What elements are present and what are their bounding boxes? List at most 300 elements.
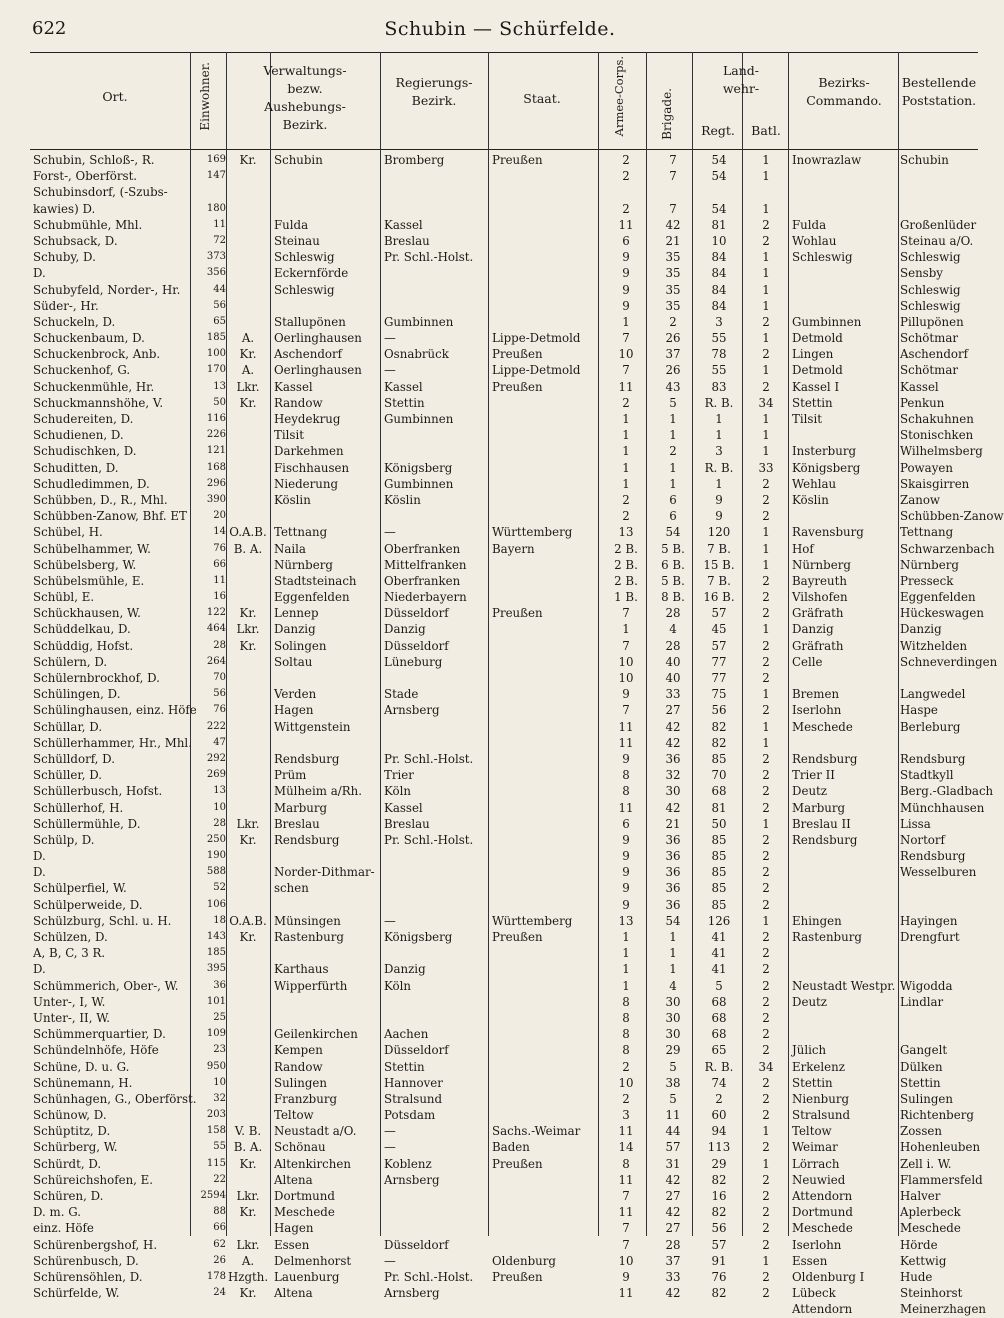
cell-ort: Schülzen, D. — [33, 930, 108, 944]
cell-ort: Schürdt, D. — [33, 1156, 102, 1171]
cell-ort: Schülp, D. — [33, 832, 95, 847]
cell-landwehr-batl: 2 — [762, 1172, 770, 1187]
cell-regierungs-bezirk: Danzig — [384, 622, 426, 637]
cell-armee-corps: 9 — [622, 250, 630, 265]
table-row — [30, 864, 978, 880]
cell-bezirk-typ: Lkr. — [236, 1189, 260, 1203]
table-row — [30, 298, 978, 314]
cell-einwohner: 121 — [206, 445, 226, 457]
cell-poststation: Halver — [900, 1189, 941, 1203]
cell-staat: Preußen — [492, 379, 543, 394]
table-row — [30, 1059, 978, 1075]
cell-ort: Schuckenbaum, D. — [33, 331, 145, 346]
cell-landwehr-regt: 1 — [715, 428, 723, 443]
cell-ort: Schübelhammer, W. — [33, 541, 151, 556]
cell-bezirk-typ: Lkr. — [236, 379, 260, 394]
cell-brigade: 1 — [669, 476, 677, 491]
table-row — [30, 783, 994, 799]
cell-landwehr-regt: 120 — [707, 525, 731, 540]
cell-landwehr-regt: 57 — [711, 606, 727, 621]
cell-poststation: Schwarzenbach — [900, 541, 995, 556]
cell-brigade: 5 — [669, 1091, 677, 1106]
cell-bezirks-commando: Insterburg — [792, 444, 857, 459]
cell-bezirks-commando: Dortmund — [792, 1205, 853, 1220]
cell-landwehr-batl: 1 — [762, 913, 770, 928]
cell-ort: Schübelsberg, W. — [33, 557, 137, 572]
cell-bezirk-typ: Kr. — [239, 347, 257, 362]
cell-landwehr-batl: 1 — [762, 250, 770, 265]
table-row — [30, 427, 978, 443]
cell-einwohner: 14 — [213, 526, 226, 538]
cell-armee-corps: 8 — [622, 1027, 630, 1042]
cell-armee-corps: 11 — [618, 735, 634, 750]
cell-landwehr-regt: 57 — [711, 638, 727, 653]
cell-verwaltungs-bezirk: Tettnang — [274, 525, 328, 540]
cell-ort: Schülperweide, D. — [33, 897, 143, 912]
cell-bezirk-typ: Kr. — [239, 1205, 257, 1220]
cell-ort: Schüddelkau, D. — [33, 622, 131, 637]
cell-landwehr-regt: 7 B. — [707, 573, 731, 588]
cell-landwehr-regt: 3 — [715, 444, 723, 459]
cell-regierungs-bezirk: Niederbayern — [384, 590, 467, 605]
cell-armee-corps: 2 — [622, 395, 630, 410]
cell-armee-corps: 10 — [618, 671, 634, 685]
cell-regierungs-bezirk: Stettin — [384, 395, 425, 410]
cell-einwohner: 2594 — [200, 1190, 226, 1201]
cell-armee-corps: 10 — [618, 1253, 634, 1268]
cell-brigade: 42 — [665, 1205, 681, 1220]
cell-landwehr-batl: 2 — [762, 671, 770, 685]
cell-einwohner: 65 — [213, 315, 226, 327]
cell-verwaltungs-bezirk: Lauenburg — [274, 1269, 340, 1284]
cell-armee-corps: 8 — [622, 1156, 630, 1171]
cell-landwehr-regt: 82 — [711, 1205, 727, 1220]
cell-poststation: Zell i. W. — [900, 1156, 952, 1171]
cell-einwohner: 169 — [206, 154, 226, 165]
cell-staat: Lippe-Detmold — [492, 331, 581, 346]
cell-landwehr-regt: 68 — [711, 994, 727, 1009]
cell-verwaltungs-bezirk: Naila — [274, 541, 306, 556]
cell-verwaltungs-bezirk: Oerlinghausen — [274, 363, 362, 378]
cell-poststation: Dülken — [900, 1059, 943, 1074]
table-row — [30, 686, 978, 702]
cell-einwohner: 158 — [206, 1125, 226, 1137]
cell-einwohner: 226 — [206, 429, 226, 441]
cell-poststation: Presseck — [900, 573, 954, 588]
cell-bezirks-commando: Lübeck — [792, 1286, 836, 1301]
cell-landwehr-regt: 41 — [711, 946, 727, 961]
table-row — [30, 249, 978, 265]
cell-ort: Schuckenbrock, Anb. — [33, 347, 161, 362]
cell-landwehr-regt: 75 — [711, 687, 727, 702]
cell-brigade: 36 — [665, 832, 681, 847]
cell-landwehr-regt: 57 — [711, 1237, 727, 1252]
cell-verwaltungs-bezirk: Geilenkirchen — [274, 1027, 358, 1042]
cell-poststation: Hude — [900, 1269, 933, 1284]
cell-landwehr-regt: 50 — [711, 816, 727, 831]
cell-armee-corps: 2 — [622, 1091, 630, 1106]
cell-armee-corps: 2 — [622, 169, 630, 184]
cell-landwehr-batl: 2 — [762, 946, 770, 961]
cell-verwaltungs-bezirk: Essen — [274, 1237, 310, 1252]
cell-landwehr-batl: 2 — [762, 1140, 770, 1155]
cell-ort: Schünemann, H. — [33, 1075, 133, 1090]
cell-einwohner: 464 — [206, 623, 226, 635]
cell-poststation: Powayen — [900, 460, 953, 475]
cell-poststation: Schubin — [900, 153, 949, 167]
cell-armee-corps: 1 — [622, 460, 630, 475]
cell-bezirks-commando: Nienburg — [792, 1091, 850, 1106]
cell-landwehr-batl: 2 — [762, 379, 770, 394]
cell-brigade: 32 — [665, 768, 681, 783]
cell-poststation: Hayingen — [900, 913, 958, 928]
cell-armee-corps: 1 — [622, 476, 630, 491]
cell-poststation: Steinhorst — [900, 1286, 963, 1301]
cell-armee-corps: 8 — [622, 994, 630, 1009]
cell-bezirks-commando: Weimar — [792, 1140, 838, 1155]
cell-landwehr-batl: 2 — [762, 509, 770, 524]
cell-brigade: 30 — [665, 784, 681, 799]
cell-poststation: Meschede — [900, 1221, 961, 1236]
table-body — [30, 152, 1004, 1318]
cell-armee-corps: 2 B. — [614, 573, 638, 588]
cell-regierungs-bezirk: Königsberg — [384, 460, 453, 475]
cell-armee-corps: 1 — [622, 962, 630, 977]
cell-ort: Schubsack, D. — [33, 233, 118, 248]
cell-landwehr-batl: 2 — [762, 978, 770, 993]
cell-armee-corps: 10 — [618, 654, 634, 669]
cell-landwehr-batl: 1 — [762, 735, 770, 750]
table-row — [30, 589, 978, 605]
cell-regierungs-bezirk: Arnsberg — [384, 703, 440, 718]
cell-landwehr-batl: 2 — [762, 573, 770, 588]
cell-brigade: 40 — [665, 654, 681, 669]
cell-verwaltungs-bezirk: Meschede — [274, 1205, 335, 1220]
table-row — [30, 670, 978, 686]
cell-verwaltungs-bezirk: Aschendorf — [274, 347, 343, 362]
cell-armee-corps: 1 — [622, 946, 630, 961]
cell-landwehr-regt: 65 — [711, 1043, 727, 1058]
cell-staat: Preußen — [492, 606, 543, 621]
cell-ort: Schülernbrockhof, D. — [33, 671, 160, 685]
cell-landwehr-regt: 9 — [715, 492, 723, 507]
table-row — [30, 978, 978, 994]
cell-landwehr-regt: 81 — [711, 217, 727, 232]
cell-landwehr-regt: 5 — [715, 978, 723, 993]
cell-bezirks-commando: Iserlohn — [792, 703, 842, 718]
cell-einwohner: 66 — [213, 558, 226, 570]
cell-poststation: Pillupönen — [900, 314, 964, 329]
table-row — [30, 411, 978, 427]
cell-armee-corps: 11 — [618, 1172, 634, 1187]
cell-einwohner: 390 — [206, 493, 226, 505]
cell-armee-corps: 2 B. — [614, 541, 638, 556]
cell-verwaltungs-bezirk: Sulingen — [274, 1075, 327, 1090]
cell-landwehr-regt: 70 — [711, 768, 727, 783]
cell-bezirks-commando: Bayreuth — [792, 573, 847, 588]
cell-regierungs-bezirk: Breslau — [384, 816, 430, 831]
table-row — [30, 1237, 978, 1253]
page-number: 622 — [32, 18, 67, 39]
cell-brigade: 38 — [665, 1075, 681, 1090]
cell-brigade: 1 — [669, 428, 677, 443]
table-row — [30, 508, 1004, 524]
cell-ort: Schüllerhof, H. — [33, 800, 124, 815]
cell-bezirk-typ: Kr. — [239, 638, 257, 653]
cell-brigade: 42 — [665, 719, 681, 734]
cell-landwehr-regt: 3 — [715, 314, 723, 329]
cell-ort: Schübl, E. — [33, 590, 95, 605]
cell-landwehr-batl: 1 — [762, 816, 770, 831]
cell-armee-corps: 11 — [618, 719, 634, 734]
cell-bezirk-typ: B. A. — [233, 1140, 263, 1155]
cell-landwehr-regt: 56 — [711, 703, 727, 718]
cell-brigade: 7 — [669, 153, 677, 167]
cell-landwehr-regt: 54 — [711, 169, 727, 184]
cell-einwohner: 178 — [206, 1270, 226, 1282]
cell-poststation: Lissa — [900, 816, 931, 831]
cell-brigade: 6 B. — [661, 557, 685, 572]
cell-bezirks-commando: Wehlau — [792, 476, 837, 491]
cell-bezirks-commando: Neustadt Westpr. — [792, 978, 896, 993]
cell-poststation: Richtenberg — [900, 1108, 974, 1123]
cell-bezirks-commando: Meschede — [792, 1221, 853, 1236]
cell-verwaltungs-bezirk: Köslin — [274, 492, 311, 507]
table-row — [30, 524, 978, 540]
cell-bezirks-commando: Teltow — [792, 1124, 832, 1139]
cell-verwaltungs-bezirk: Fischhausen — [274, 460, 350, 475]
cell-bezirk-typ: B. A. — [233, 541, 263, 556]
cell-ort: Schüllerhammer, Hr., Mhl. — [33, 735, 192, 750]
cell-poststation: Danzig — [900, 622, 942, 637]
cell-poststation: Sensby — [900, 266, 943, 281]
cell-landwehr-batl: 2 — [762, 606, 770, 621]
cell-armee-corps: 11 — [618, 379, 634, 394]
cell-regierungs-bezirk: Koblenz — [384, 1156, 432, 1171]
cell-ort: Schülldorf, D. — [33, 751, 115, 766]
cell-brigade: 35 — [665, 282, 681, 297]
cell-poststation: Hückeswagen — [900, 606, 984, 621]
cell-brigade: 5 — [669, 1059, 677, 1074]
cell-einwohner: 56 — [213, 688, 226, 700]
cell-landwehr-batl: 2 — [762, 1043, 770, 1058]
cell-poststation: Nortorf — [900, 832, 945, 847]
cell-einwohner: 26 — [213, 1254, 226, 1266]
cell-bezirks-commando: Detmold — [792, 363, 843, 378]
cell-poststation: Wilhelmsberg — [900, 444, 983, 459]
cell-armee-corps: 2 — [622, 153, 630, 167]
cell-ort: Schüllerbusch, Hofst. — [33, 784, 163, 799]
cell-brigade: 8 B. — [661, 590, 685, 605]
cell-brigade: 36 — [665, 897, 681, 912]
table-row — [30, 1253, 978, 1269]
cell-bezirks-commando: Rastenburg — [792, 930, 862, 944]
cell-regierungs-bezirk: Gumbinnen — [384, 476, 454, 491]
cell-landwehr-batl: 1 — [762, 153, 770, 167]
cell-verwaltungs-bezirk: Franzburg — [274, 1091, 338, 1106]
cell-verwaltungs-bezirk: Fulda — [274, 217, 309, 232]
cell-einwohner: 32 — [213, 1092, 226, 1104]
cell-brigade: 28 — [665, 606, 681, 621]
table-row — [30, 735, 978, 751]
cell-armee-corps: 8 — [622, 784, 630, 799]
cell-einwohner: 76 — [213, 542, 226, 554]
cell-brigade: 1 — [669, 412, 677, 426]
cell-armee-corps: 1 — [622, 412, 630, 426]
cell-landwehr-regt: 94 — [711, 1124, 727, 1139]
cell-brigade: 27 — [665, 1189, 681, 1203]
cell-bezirk-typ: Kr. — [239, 1286, 257, 1301]
cell-brigade: 36 — [665, 849, 681, 864]
cell-einwohner: 122 — [206, 607, 226, 619]
cell-landwehr-batl: 2 — [762, 881, 770, 896]
header-einwohner: Einwohner. — [198, 62, 212, 131]
cell-regierungs-bezirk: Osnabrück — [384, 347, 449, 362]
cell-einwohner: 70 — [213, 672, 226, 683]
cell-regierungs-bezirk: Köln — [384, 784, 411, 799]
cell-landwehr-batl: 2 — [762, 492, 770, 507]
cell-armee-corps: 2 — [622, 1059, 630, 1074]
cell-landwehr-batl: 2 — [762, 476, 770, 491]
cell-armee-corps: 13 — [618, 913, 634, 928]
table-row — [30, 541, 995, 557]
table-row — [30, 362, 978, 378]
table-row — [30, 767, 978, 783]
cell-verwaltungs-bezirk: Marburg — [274, 800, 328, 815]
cell-verwaltungs-bezirk: Kempen — [274, 1043, 323, 1058]
cell-poststation: Stettin — [900, 1075, 941, 1090]
cell-regierungs-bezirk: Aachen — [384, 1027, 429, 1042]
cell-ort: Schülzburg, Schl. u. H. — [33, 913, 172, 928]
cell-armee-corps: 7 — [622, 363, 630, 378]
cell-staat: Sachs.-Weimar — [492, 1124, 581, 1139]
cell-landwehr-regt: 85 — [711, 881, 727, 896]
cell-poststation: Hohenleuben — [900, 1140, 981, 1155]
cell-ort: kawies) D. — [33, 201, 96, 216]
cell-ort: Süder-, Hr. — [33, 298, 99, 313]
cell-brigade: 57 — [665, 1140, 681, 1155]
table-row — [30, 168, 978, 184]
cell-armee-corps: 11 — [618, 800, 634, 815]
cell-verwaltungs-bezirk: Rendsburg — [274, 832, 340, 847]
cell-ort: Schückhausen, W. — [33, 606, 141, 621]
cell-bezirks-commando: Vilshofen — [792, 590, 848, 605]
cell-landwehr-batl: 2 — [762, 849, 770, 864]
cell-landwehr-batl: 2 — [762, 784, 770, 799]
cell-armee-corps: 11 — [618, 1124, 634, 1139]
cell-verwaltungs-bezirk: Schönau — [274, 1140, 326, 1155]
cell-landwehr-batl: 2 — [762, 1075, 770, 1090]
cell-verwaltungs-bezirk: Nürnberg — [274, 557, 333, 572]
cell-brigade: 6 — [669, 492, 677, 507]
cell-verwaltungs-bezirk: Breslau — [274, 816, 320, 831]
cell-ort: Schüller, D. — [33, 768, 103, 783]
cell-landwehr-batl: 1 — [762, 331, 770, 346]
cell-bezirk-typ: Kr. — [239, 395, 257, 410]
table-row — [30, 346, 978, 362]
cell-landwehr-regt: R. B. — [704, 395, 734, 410]
cell-ort: Schürenbusch, D. — [33, 1253, 139, 1268]
table-row — [30, 265, 978, 281]
cell-brigade: 28 — [665, 1237, 681, 1252]
header-batl: Batl. — [751, 123, 781, 138]
cell-armee-corps: 9 — [622, 881, 630, 896]
cell-brigade: 30 — [665, 1027, 681, 1042]
cell-landwehr-batl: 1 — [762, 169, 770, 184]
table-row — [30, 1269, 978, 1285]
cell-einwohner: 143 — [206, 931, 226, 942]
cell-ort: Schülperfiel, W. — [33, 881, 127, 896]
table-row — [30, 1301, 987, 1317]
cell-landwehr-regt: 85 — [711, 751, 727, 766]
cell-bezirks-commando: Gräfrath — [792, 638, 844, 653]
cell-armee-corps: 8 — [622, 1010, 630, 1025]
cell-verwaltungs-bezirk: Altena — [274, 1286, 313, 1301]
cell-einwohner: 66 — [213, 1222, 226, 1234]
cell-verwaltungs-bezirk: Oerlinghausen — [274, 331, 362, 346]
cell-bezirks-commando: Ravensburg — [792, 525, 864, 540]
cell-landwehr-batl: 2 — [762, 994, 770, 1009]
table-row — [30, 1010, 978, 1026]
cell-einwohner: 168 — [206, 461, 226, 473]
cell-landwehr-regt: 126 — [707, 913, 731, 928]
cell-bezirk-typ: A. — [241, 1253, 255, 1268]
cell-regierungs-bezirk: Düsseldorf — [384, 1237, 449, 1252]
cell-brigade: 42 — [665, 735, 681, 750]
table-row — [30, 945, 978, 961]
cell-landwehr-regt: 78 — [711, 347, 727, 362]
table-row — [30, 913, 978, 929]
cell-verwaltungs-bezirk: Münsingen — [274, 913, 341, 928]
cell-brigade: 42 — [665, 217, 681, 232]
cell-landwehr-batl: 2 — [762, 751, 770, 766]
cell-regierungs-bezirk: Breslau — [384, 233, 430, 248]
cell-bezirks-commando: Gumbinnen — [792, 314, 862, 329]
cell-brigade: 6 — [669, 509, 677, 524]
cell-ort: Schübben-Zanow, Bhf. ET — [33, 509, 187, 524]
cell-regierungs-bezirk: Kassel — [384, 800, 423, 815]
cell-brigade: 36 — [665, 865, 681, 880]
cell-armee-corps: 1 — [622, 622, 630, 637]
cell-landwehr-batl: 33 — [758, 460, 774, 475]
cell-landwehr-batl: 1 — [762, 719, 770, 734]
table-row — [30, 621, 978, 637]
cell-landwehr-batl: 2 — [762, 897, 770, 912]
table-row — [30, 929, 978, 945]
cell-ort: Forst-, Oberförst. — [33, 169, 138, 184]
cell-staat: Württemberg — [492, 525, 573, 540]
cell-poststation: Berleburg — [900, 719, 961, 734]
cell-ort: Schudischken, D. — [33, 444, 137, 459]
cell-ort: Schubyfeld, Norder-, Hr. — [33, 282, 181, 297]
cell-bezirks-commando: Celle — [792, 654, 823, 669]
table-row — [30, 282, 978, 298]
cell-landwehr-regt: 82 — [711, 1286, 727, 1301]
table-row — [30, 395, 978, 411]
cell-verwaltungs-bezirk: Mülheim a/Rh. — [274, 784, 362, 799]
cell-bezirk-typ: Lkr. — [236, 1237, 260, 1252]
cell-regierungs-bezirk: Bromberg — [384, 153, 445, 167]
cell-armee-corps: 9 — [622, 865, 630, 880]
cell-landwehr-regt: 56 — [711, 1221, 727, 1236]
cell-landwehr-regt: 16 — [711, 1189, 727, 1203]
cell-regierungs-bezirk: — — [384, 1140, 396, 1155]
cell-poststation: Stonischken — [900, 428, 974, 443]
table-row — [30, 460, 978, 476]
cell-verwaltungs-bezirk: Wipperfürth — [274, 978, 348, 993]
cell-brigade: 26 — [665, 363, 681, 378]
cell-landwehr-batl: 1 — [762, 557, 770, 572]
